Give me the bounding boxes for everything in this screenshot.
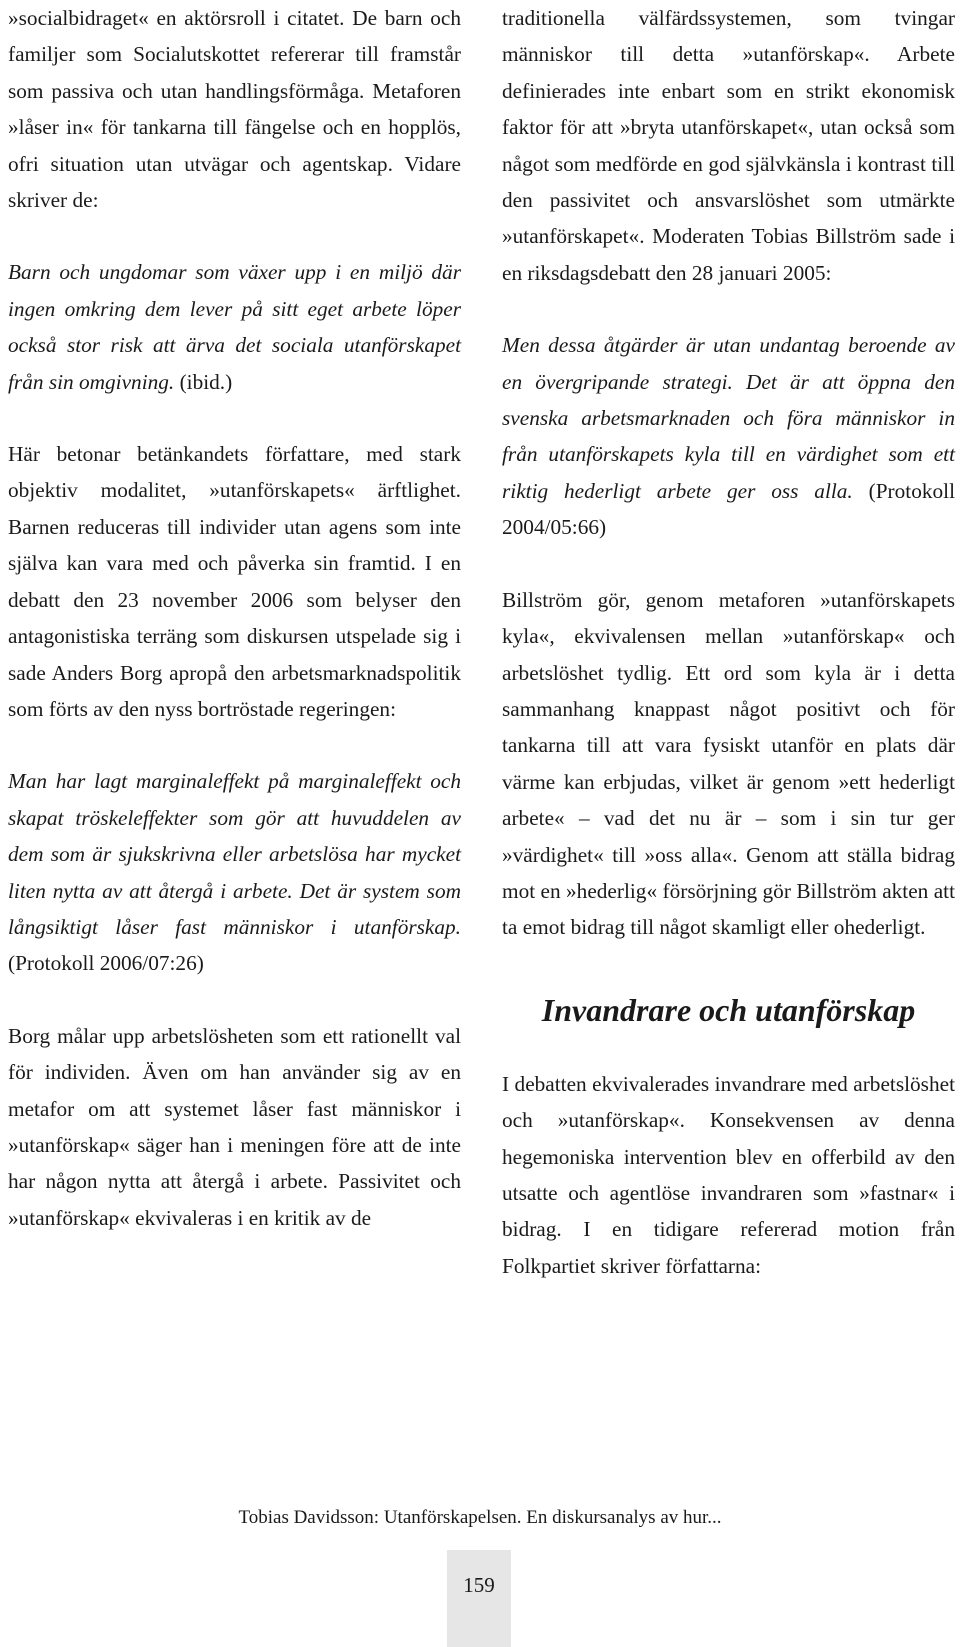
body-paragraph: Borg målar upp arbetslösheten som ett rationellt val för individen. Även om han använder sig av en metafor om att systemet låser fast människor i »utanförskap« säger han i meningen före att de inte har någon nytta att återgå i arbete. Passivitet och »utanförskap« ekvivaleras i en kritik av de xyxy=(8,1023,461,1230)
running-footer: Tobias Davidsson: Utanförskapelsen. En diskursanalys av hur... xyxy=(238,1507,722,1528)
quote-reference: (ibid.) xyxy=(179,369,233,394)
section-heading: Invandrare och utanförskap xyxy=(541,991,916,1028)
right-column xyxy=(502,0,955,1284)
body-paragraph: Här betonar betänkandets författare, med stark objektiv modalitet, »utanförskapets« ärftlighet. Barnen reduceras till individer utan agens som inte själva kan vara med och påverka sin framtid. I en debatt den 23 november 2006 som belyser den antagonistiska terräng som diskursen utspelade sig i sade Anders Borg apropå den arbetsmarknadspolitik som förts av den nyss bortröstade regeringen: xyxy=(8,442,461,721)
quote-text: Barn och ungdomar som växer upp i en miljö där ingen omkring dem lever på sitt eget arbete löper också stor risk att ärva det sociala utanförskapet från sin omgivning. xyxy=(8,260,461,394)
quote-text: Man har lagt marginaleffekt på marginaleffekt och skapat tröskeleffekter som gör att huvuddelen av dem som är sjukskrivna eller arbetslösa har mycket liten nytta av att återgå i arbete. Det är system som långsiktigt låser fast människor i utanförskap. xyxy=(8,769,461,939)
block-quote xyxy=(8,254,461,400)
body-paragraph: traditionella välfärdssystemen, som tvingar människor till detta »utanförskap«. Arbete definierades inte enbart som en strikt ekonomisk faktor för att »bryta utanförskapet«, utan också som något som medförde en god självkänsla i kontrast till den passivitet och ansvarslöshet som utmärkte »utanförskapet«. Moderaten Tobias Billström sade i en riksdagsdebatt den 28 januari 2005: xyxy=(502,6,955,285)
body-paragraph: I debatten ekvivalerades invandrare med arbetslöshet och »utanförskap«. Konsekvensen av denna hegemoniska intervention blev en offerbild av den utsatte och agentlöse invandraren som »fastnar« i bidrag. I en tidigare refererad motion från Folkpartiet skriver författarna: xyxy=(502,1071,955,1278)
page-number: 159 xyxy=(447,1550,511,1647)
block-quote xyxy=(502,327,955,545)
quote-text: Men dessa åtgärder är utan undantag beroende av en övergripande strategi. Det är att öppna den svenska arbetsmarknaden och föra människor in från utanförskapets kyla till en värdighet som ett riktig hederligt arbete ger oss alla. xyxy=(502,333,955,503)
left-column xyxy=(8,0,461,1236)
body-paragraph: »socialbidraget« en aktörsroll i citatet. De barn och familjer som Socialutskottet refererar till framstår som passiva och utan handlingsförmåga. Metaforen »låser in« för tankarna till fängelse och en hopplös, ofri situation utan utvägar och agentskap. Vidare skriver de: xyxy=(8,6,461,213)
quote-reference: (Protokoll 2004/05:66) xyxy=(502,478,955,540)
body-paragraph: Billström gör, genom metaforen »utanförskapets kyla«, ekvivalensen mellan »utanförskap« och arbetslöshet tydlig. Ett ord som kyla är i detta sammanhang knappast något positivt och för tankarna till att vara fysiskt utanför en plats där värme kan erbjudas, vilket är genom »ett hederligt arbete« – vad det nu är – som i sin tur ger »värdighet« till »oss alla«. Genom att ställa bidrag mot en »hederlig« försörjning gör Billström akten att ta emot bidrag till något skamligt eller ohederligt. xyxy=(502,587,955,940)
block-quote xyxy=(8,763,461,981)
quote-reference: (Protokoll 2006/07:26) xyxy=(8,951,204,976)
